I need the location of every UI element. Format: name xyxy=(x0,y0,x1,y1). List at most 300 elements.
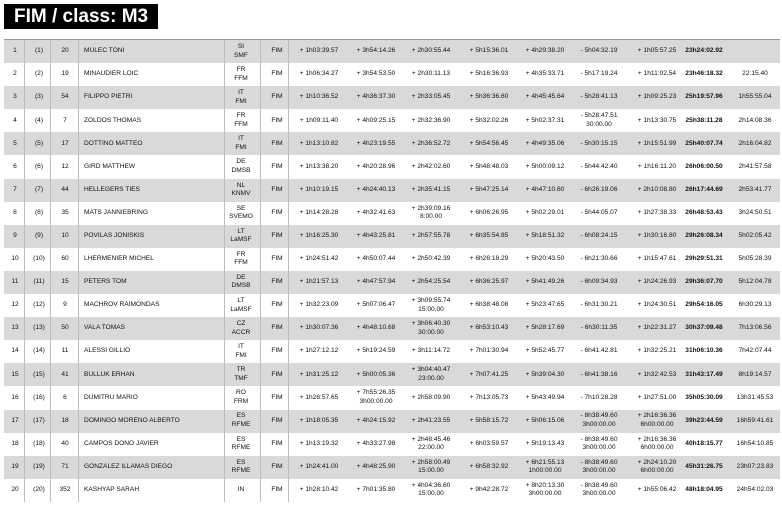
column-divider xyxy=(288,225,289,248)
stage-5-value: + 5h23:47.65 xyxy=(525,301,565,309)
stage-1-cell xyxy=(290,410,348,433)
stage-4-cell xyxy=(460,63,518,86)
stage-1-value: + 1h24:51.42 xyxy=(299,255,339,263)
position-value: 7 xyxy=(13,185,17,193)
position-value: 16 xyxy=(11,393,19,401)
position-value: 13 xyxy=(11,324,19,332)
rider-name-value: ZOLDOS THOMAS xyxy=(84,116,142,124)
column-divider xyxy=(260,225,261,248)
column-divider xyxy=(24,202,25,225)
bib-number-value: 352 xyxy=(59,486,71,494)
stage-6-cell xyxy=(570,479,628,502)
stage-3-value: + 4h04:36.60 xyxy=(411,481,451,489)
organisation-cell xyxy=(266,40,288,63)
total-time-value: 23h46:18.32 xyxy=(685,70,723,78)
organisation-value: FIM xyxy=(271,486,283,494)
gap-cell xyxy=(730,40,780,63)
stage-7-value: + 2h16:36.36 xyxy=(637,435,677,443)
column-divider xyxy=(78,63,79,86)
total-time-cell xyxy=(680,179,728,202)
position-value: 2 xyxy=(13,70,17,78)
stage-7-value: + 1h22:31.27 xyxy=(637,324,677,332)
table-row xyxy=(4,433,780,456)
gap-value: 1h55:55.04 xyxy=(738,93,772,101)
column-divider xyxy=(78,155,79,178)
nationality-value: ES xyxy=(236,458,246,466)
stage-3-cell xyxy=(402,132,460,155)
stage-5-value: + 4h47:10.60 xyxy=(525,185,565,193)
rider-name-cell xyxy=(84,317,224,340)
stage-2-penalty: 3h00:00.00 xyxy=(359,397,393,405)
position-value: 6 xyxy=(13,162,17,170)
stage-4-value: + 5h48:48.03 xyxy=(469,162,509,170)
stage-5-cell xyxy=(516,271,574,294)
stage-6-cell xyxy=(570,132,628,155)
total-time-value: 29h29:51.31 xyxy=(685,255,723,263)
stage-6-cell xyxy=(570,225,628,248)
column-divider xyxy=(24,155,25,178)
stage-2-value: + 4h50:07.44 xyxy=(356,255,396,263)
column-divider xyxy=(260,271,261,294)
stage-4-cell xyxy=(460,271,518,294)
stage-3-penalty: 23:00.00 xyxy=(418,374,444,382)
gap-cell xyxy=(730,340,780,363)
stage-7-value: + 1h15:51.99 xyxy=(637,139,677,147)
stage-2-value: + 4h43:25.81 xyxy=(356,232,396,239)
organisation-value: FIM xyxy=(271,232,283,239)
stage-3-cell xyxy=(402,109,460,132)
stage-5-cell xyxy=(516,155,574,178)
stage-7-value: + 1h05:57.25 xyxy=(637,47,677,55)
stage-4-cell xyxy=(460,202,518,225)
organisation-cell xyxy=(266,248,288,271)
nationality-penalty: DMSB xyxy=(231,167,251,175)
stage-5-cell xyxy=(516,63,574,86)
organisation-cell xyxy=(266,271,288,294)
column-divider xyxy=(224,410,225,433)
stage-5-value: + 6h21:55.13 xyxy=(525,458,565,466)
stage-3-cell xyxy=(402,63,460,86)
column-divider xyxy=(24,271,25,294)
stage-4-value: + 5h54:56.45 xyxy=(469,139,509,147)
column-divider xyxy=(260,294,261,317)
stage-5-cell xyxy=(516,479,574,502)
class-position-value: (10) xyxy=(33,255,45,263)
total-time-cell xyxy=(680,340,728,363)
stage-6-value: - 5h17:19.24 xyxy=(580,70,618,78)
stage-1-cell xyxy=(290,248,348,271)
gap-cell xyxy=(730,86,780,109)
column-divider xyxy=(224,86,225,109)
rider-name-cell xyxy=(84,433,224,456)
gap-value: 7h42:07.44 xyxy=(738,347,772,355)
bib-number-value: 6 xyxy=(63,393,67,401)
stage-2-cell xyxy=(347,433,405,456)
nationality-cell xyxy=(226,479,256,502)
class-position-value: (2) xyxy=(34,70,44,78)
stage-5-cell xyxy=(516,202,574,225)
stage-3-value: + 2h32:36.90 xyxy=(411,116,451,124)
class-position-cell xyxy=(28,86,50,109)
stage-6-value: - 5h44:05.07 xyxy=(580,208,618,216)
stage-5-value: + 5h20:43.50 xyxy=(525,255,565,263)
position-value: 19 xyxy=(11,462,19,470)
column-divider xyxy=(78,479,79,502)
class-position-cell xyxy=(28,410,50,433)
stage-5-value: + 4h45:45.64 xyxy=(525,93,565,101)
table-row xyxy=(4,225,780,248)
column-divider xyxy=(24,248,25,271)
stage-4-value: + 5h36:36.60 xyxy=(469,93,509,101)
organisation-cell xyxy=(266,155,288,178)
total-time-cell xyxy=(680,433,728,456)
nationality-cell xyxy=(226,410,256,433)
stage-3-value: + 2h30:55.44 xyxy=(411,47,451,55)
table-row xyxy=(4,86,780,109)
column-divider xyxy=(24,386,25,409)
column-divider xyxy=(288,179,289,202)
stage-4-cell xyxy=(460,410,518,433)
nationality-penalty: FMI xyxy=(235,97,247,105)
column-divider xyxy=(288,271,289,294)
rider-name-value: MATS JANNIEBRING xyxy=(84,208,148,216)
organisation-value: FIM xyxy=(271,347,283,355)
class-position-value: (8) xyxy=(34,208,44,216)
column-divider xyxy=(50,86,51,109)
stage-4-value: + 6h03:59.57 xyxy=(469,439,509,447)
organisation-cell xyxy=(266,433,288,456)
position-cell xyxy=(6,248,24,271)
stage-3-cell xyxy=(402,340,460,363)
stage-6-penalty: 3h00:00.00 xyxy=(582,444,616,452)
stage-7-cell xyxy=(628,317,686,340)
stage-6-penalty: 3h00:00.00 xyxy=(582,467,616,475)
stage-1-cell xyxy=(290,340,348,363)
rider-name-value: LHERMENIER MICHEL xyxy=(84,255,154,263)
organisation-value: FIM xyxy=(271,393,283,401)
class-position-value: (14) xyxy=(33,347,45,355)
table-row xyxy=(4,340,780,363)
gap-cell xyxy=(730,410,780,433)
stage-2-value: + 3h54:14.26 xyxy=(356,47,396,55)
table-row xyxy=(4,132,780,155)
stage-1-value: + 1h32:23.09 xyxy=(299,301,339,309)
gap-cell xyxy=(730,294,780,317)
class-position-value: (9) xyxy=(34,232,44,239)
rider-name-cell xyxy=(84,40,224,63)
position-cell xyxy=(6,456,24,479)
nationality-penalty: DMSB xyxy=(231,282,251,290)
stage-2-cell xyxy=(347,340,405,363)
column-divider xyxy=(288,155,289,178)
stage-1-value: + 1h14:28.28 xyxy=(299,208,339,216)
organisation-cell xyxy=(266,456,288,479)
total-time-value: 48h18:04.95 xyxy=(685,486,723,494)
nationality-cell xyxy=(226,271,256,294)
column-divider xyxy=(288,317,289,340)
results-table xyxy=(4,39,780,502)
stage-6-penalty: 3h00:00.00 xyxy=(582,490,616,498)
nationality-penalty: FRM xyxy=(233,397,249,405)
column-divider xyxy=(288,433,289,456)
bib-number-cell xyxy=(54,340,76,363)
column-divider xyxy=(288,479,289,502)
column-divider xyxy=(24,40,25,63)
stage-3-cell xyxy=(402,155,460,178)
nationality-cell xyxy=(226,456,256,479)
column-divider xyxy=(260,63,261,86)
column-divider xyxy=(224,63,225,86)
stage-3-value: + 2h42:02.60 xyxy=(411,162,451,170)
rider-name-cell xyxy=(84,109,224,132)
column-divider xyxy=(224,225,225,248)
stage-2-value: + 4h47:57.94 xyxy=(356,278,396,286)
column-divider xyxy=(78,271,79,294)
nationality-value: FR xyxy=(236,112,246,120)
organisation-cell xyxy=(266,109,288,132)
nationality-value: FR xyxy=(236,250,246,258)
nationality-cell xyxy=(226,433,256,456)
column-divider xyxy=(78,386,79,409)
class-position-cell xyxy=(28,363,50,386)
rider-name-value: DOMINGO MORENO ALBERTO xyxy=(84,416,180,424)
column-divider xyxy=(260,433,261,456)
nationality-cell xyxy=(226,179,256,202)
gap-value: 16h59:41.61 xyxy=(736,416,774,424)
stage-6-value: - 8h38:49.60 xyxy=(580,435,618,443)
stage-6-penalty: 30:00.00 xyxy=(586,120,612,128)
bib-number-value: 41 xyxy=(61,370,69,378)
gap-cell xyxy=(730,248,780,271)
total-time-value: 26h06:00.50 xyxy=(685,162,723,170)
nationality-penalty: SMF xyxy=(234,51,248,59)
class-position-cell xyxy=(28,40,50,63)
organisation-cell xyxy=(266,386,288,409)
stage-7-cell xyxy=(628,86,686,109)
stage-3-value: + 3h11:14.72 xyxy=(411,347,451,355)
position-value: 5 xyxy=(13,139,17,147)
bib-number-cell xyxy=(54,225,76,248)
nationality-value: LT xyxy=(237,296,245,304)
class-position-value: (3) xyxy=(34,93,44,101)
gap-value: 5h05:28.39 xyxy=(738,255,772,263)
stage-2-cell xyxy=(347,132,405,155)
stage-3-cell xyxy=(402,179,460,202)
stage-4-cell xyxy=(460,109,518,132)
organisation-value: FIM xyxy=(271,416,283,424)
nationality-value: IN xyxy=(237,486,245,494)
nationality-value: DE xyxy=(236,158,246,166)
column-divider xyxy=(224,40,225,63)
stage-5-cell xyxy=(516,132,574,155)
rider-name-value: BULLUK ERHAN xyxy=(84,370,135,378)
gap-cell xyxy=(730,225,780,248)
stage-6-cell xyxy=(570,410,628,433)
stage-3-value: + 2h50:42.39 xyxy=(411,255,451,263)
stage-4-cell xyxy=(460,248,518,271)
column-divider xyxy=(288,109,289,132)
stage-1-cell xyxy=(290,155,348,178)
column-divider xyxy=(224,340,225,363)
stage-6-value: - 8h38:49.60 xyxy=(580,458,618,466)
table-row xyxy=(4,363,780,386)
organisation-value: FIM xyxy=(271,255,283,263)
position-cell xyxy=(6,132,24,155)
stage-4-value: + 6h26:18.29 xyxy=(469,255,509,263)
stage-4-value: + 6h06:26.95 xyxy=(469,208,509,216)
nationality-value: SI xyxy=(237,42,245,50)
stage-2-cell xyxy=(347,294,405,317)
stage-7-cell xyxy=(628,386,686,409)
nationality-penalty: TMF xyxy=(234,374,248,382)
stage-7-value: + 1h09:25.23 xyxy=(637,93,677,101)
stage-4-cell xyxy=(460,317,518,340)
rider-name-cell xyxy=(84,248,224,271)
column-divider xyxy=(50,40,51,63)
stage-5-value: + 4h29:38.20 xyxy=(525,47,565,55)
stage-6-cell xyxy=(570,202,628,225)
nationality-penalty: RFME xyxy=(231,421,251,429)
rider-name-cell xyxy=(84,386,224,409)
column-divider xyxy=(78,179,79,202)
column-divider xyxy=(224,271,225,294)
class-position-value: (20) xyxy=(33,486,45,494)
stage-3-value: + 2h35:41.15 xyxy=(411,185,451,193)
stage-6-cell xyxy=(570,340,628,363)
stage-2-value: + 4h23:19.55 xyxy=(356,139,396,147)
stage-5-value: + 4h35:33.71 xyxy=(525,70,565,78)
stage-2-value: + 5h19:24.59 xyxy=(356,347,396,355)
stage-2-cell xyxy=(347,40,405,63)
position-value: 1 xyxy=(13,47,17,55)
position-value: 8 xyxy=(13,208,17,216)
organisation-value: FIM xyxy=(271,116,283,124)
stage-6-value: - 6h26:19.06 xyxy=(580,185,618,193)
rider-name-value: MULEC TONI xyxy=(84,47,125,55)
column-divider xyxy=(224,155,225,178)
total-time-cell xyxy=(680,410,728,433)
stage-1-value: + 1h24:41.00 xyxy=(299,462,339,470)
stage-2-cell xyxy=(347,479,405,502)
stage-5-cell xyxy=(516,109,574,132)
column-divider xyxy=(260,40,261,63)
stage-1-value: + 1h21:57.13 xyxy=(299,278,339,286)
organisation-value: FIM xyxy=(271,278,283,286)
column-divider xyxy=(78,248,79,271)
bib-number-value: 19 xyxy=(61,70,69,78)
stage-4-cell xyxy=(460,225,518,248)
bib-number-cell xyxy=(54,433,76,456)
bib-number-cell xyxy=(54,109,76,132)
gap-cell xyxy=(730,271,780,294)
stage-1-value: + 1h30:07.36 xyxy=(299,324,339,332)
gap-cell xyxy=(730,433,780,456)
total-time-cell xyxy=(680,363,728,386)
total-time-cell xyxy=(680,63,728,86)
column-divider xyxy=(24,433,25,456)
nationality-penalty: RFME xyxy=(231,444,251,452)
bib-number-cell xyxy=(54,294,76,317)
table-row xyxy=(4,456,780,479)
gap-value: 24h54:02.03 xyxy=(736,486,774,494)
stage-3-cell xyxy=(402,294,460,317)
gap-value: 2h16:04.82 xyxy=(738,139,772,147)
stage-3-value: + 2h58:00.49 xyxy=(411,458,451,466)
stage-7-cell xyxy=(628,294,686,317)
table-row xyxy=(4,202,780,225)
nationality-penalty: FFM xyxy=(234,74,248,82)
stage-4-value: + 5h47:25.14 xyxy=(469,185,509,193)
stage-5-value: + 5h00:09.12 xyxy=(525,162,565,170)
stage-1-cell xyxy=(290,109,348,132)
class-position-cell xyxy=(28,340,50,363)
bib-number-value: 71 xyxy=(61,462,69,470)
organisation-value: FIM xyxy=(271,370,283,378)
column-divider xyxy=(224,386,225,409)
bib-number-value: 10 xyxy=(61,232,69,239)
stage-7-value: + 1h27:38.33 xyxy=(637,208,677,216)
gap-value: 16h54:10.85 xyxy=(736,439,774,447)
column-divider xyxy=(50,179,51,202)
column-divider xyxy=(260,86,261,109)
gap-cell xyxy=(730,317,780,340)
stage-5-cell xyxy=(516,294,574,317)
stage-1-cell xyxy=(290,202,348,225)
column-divider xyxy=(260,363,261,386)
column-divider xyxy=(260,202,261,225)
stage-4-value: + 9h42:28.72 xyxy=(469,486,509,494)
table-row xyxy=(4,39,780,63)
nationality-cell xyxy=(226,317,256,340)
bib-number-value: 60 xyxy=(61,255,69,263)
total-time-value: 35h05:30.09 xyxy=(685,393,723,401)
rider-name-cell xyxy=(84,63,224,86)
stage-1-value: + 1h31:25.12 xyxy=(299,370,339,378)
stage-5-value: + 5h02:37.31 xyxy=(525,116,565,124)
stage-1-cell xyxy=(290,363,348,386)
column-divider xyxy=(24,294,25,317)
stage-3-value: + 2h54:25.54 xyxy=(411,278,451,286)
stage-5-value: + 5h19:13.43 xyxy=(525,439,565,447)
organisation-value: FIM xyxy=(271,139,283,147)
stage-6-value: - 6h09:34.93 xyxy=(580,278,618,286)
total-time-value: 39h23:44.59 xyxy=(685,416,723,424)
column-divider xyxy=(224,363,225,386)
bib-number-cell xyxy=(54,479,76,502)
class-position-cell xyxy=(28,225,50,248)
stage-4-cell xyxy=(460,433,518,456)
bib-number-cell xyxy=(54,202,76,225)
total-time-value: 26h48:53.43 xyxy=(685,208,723,216)
position-value: 20 xyxy=(11,486,19,494)
class-position-value: (17) xyxy=(33,416,45,424)
stage-1-cell xyxy=(290,317,348,340)
total-time-cell xyxy=(680,456,728,479)
bib-number-value: 15 xyxy=(61,278,69,286)
rider-name-value: MINAUDIER LOIC xyxy=(84,70,139,78)
position-cell xyxy=(6,63,24,86)
total-time-cell xyxy=(680,109,728,132)
nationality-penalty: KNMV xyxy=(231,190,251,198)
rider-name-cell xyxy=(84,456,224,479)
column-divider xyxy=(260,248,261,271)
column-divider xyxy=(24,132,25,155)
column-divider xyxy=(78,340,79,363)
gap-value: 13h31:45.53 xyxy=(736,393,774,401)
total-time-value: 30h37:09.48 xyxy=(685,324,723,332)
table-row xyxy=(4,410,780,433)
stage-6-value: - 6h08:24.15 xyxy=(580,232,618,239)
